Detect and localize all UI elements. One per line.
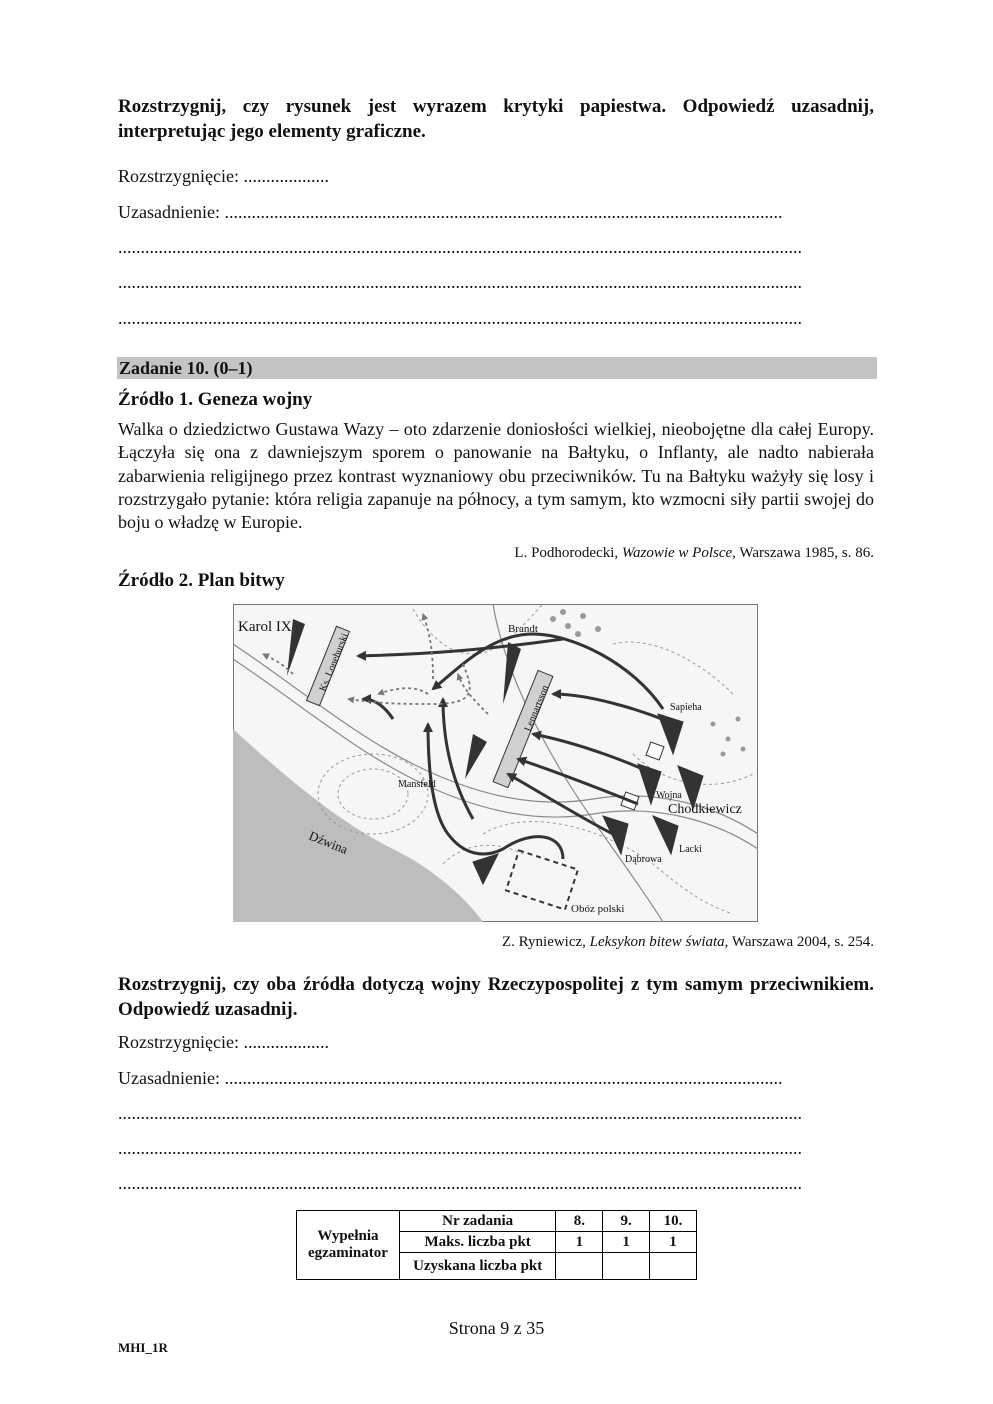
answer-line-10-3[interactable]: ........................................................................................................................................................ xyxy=(118,1173,802,1193)
answer-line-9-1[interactable]: ........................................................................................................................................................ xyxy=(118,237,802,257)
decision-line-10[interactable]: Rozstrzygnięcie: ................... xyxy=(118,1032,329,1052)
grading-max-8: 1 xyxy=(556,1232,603,1253)
label-dabrowa: Dąbrowa xyxy=(625,854,662,865)
grading-task-number-label: Nr zadania xyxy=(399,1211,556,1232)
answer-line-9-2[interactable]: ........................................................................................................................................................ xyxy=(118,272,802,292)
answer-line-9-3[interactable]: ........................................................................................................................................................ xyxy=(118,308,802,328)
question-9-prompt: Rozstrzygnij, czy rysunek jest wyrazem krytyki papiestwa. Odpowiedź uzasadnij, interpretując jego elementy graficzne. xyxy=(118,96,874,142)
label-sapieha: Sapieha xyxy=(670,702,702,713)
justification-line-9[interactable]: Uzasadnienie: ............................................................................................................................ xyxy=(118,202,783,222)
label-dzwina: Dźwina xyxy=(306,827,350,857)
grading-max-10: 1 xyxy=(650,1232,697,1253)
grading-obtained-10[interactable] xyxy=(650,1253,697,1280)
source-1-title: Źródło 1. Geneza wojny xyxy=(118,389,313,410)
question-10-prompt: Rozstrzygnij, czy oba źródła dotyczą wojny Rzeczypospolitej z tym samym przeciwnikiem. Odpowiedź uzasadnij. xyxy=(118,974,874,1020)
battle-map xyxy=(233,604,758,922)
label-mansfeld: Mansfeld xyxy=(398,779,436,790)
page-number: Strona 9 z 35 xyxy=(448,1318,545,1338)
source-2-citation: Z. Ryniewicz, Leksykon bitew świata, Warszawa 2004, s. 254. xyxy=(501,934,874,950)
grading-obtained-label: Uzyskana liczba pkt xyxy=(399,1253,556,1280)
label-karol: Karol IX xyxy=(238,619,292,635)
grading-task-9: 9. xyxy=(603,1211,650,1232)
grading-table xyxy=(296,1210,697,1280)
source-1-text: Walka o dziedzictwo Gustawa Wazy – oto zdarzenie doniosłości wielkiej, nieobojętne dla całej Europy. Łączyła się ona z dawniejszym sporem o panowanie na Bałtyku, o Inflanty, ale nadto nabierała zabarwienia religijnego przez kontrast wyznaniowy obu przeciwników. Tu na Bałtyku ważyły się losy i rozstrzygało pytanie: która religia zapanuje na północy, a tym samym, kto wzmocni siły partii swojej do boju o władzę w Europie. xyxy=(118,419,874,533)
grading-filled-by: Wypełnia egzaminator xyxy=(297,1211,400,1280)
source-2-title: Źródło 2. Plan bitwy xyxy=(118,570,285,591)
label-lennartsson: Lennartsson xyxy=(522,683,552,734)
answer-line-10-2[interactable]: ........................................................................................................................................................ xyxy=(118,1138,802,1158)
exam-code: MHI_1R xyxy=(118,1340,168,1355)
grading-task-8: 8. xyxy=(556,1211,603,1232)
task-10-header: Zadanie 10. (0–1) xyxy=(117,357,877,379)
label-chodkiewicz: Chodkiewicz xyxy=(668,802,742,817)
grading-task-10: 10. xyxy=(650,1211,697,1232)
answer-line-10-1[interactable]: ........................................................................................................................................................ xyxy=(118,1103,802,1123)
grading-max-points-label: Maks. liczba pkt xyxy=(399,1232,556,1253)
grading-obtained-9[interactable] xyxy=(603,1253,650,1280)
source-1-citation: L. Podhorodecki, Wazowie w Polsce, Warszawa 1985, s. 86. xyxy=(514,545,874,561)
label-lonehurski: Ks. Lonehurski xyxy=(317,631,351,694)
label-wojna: Wojna xyxy=(656,790,682,801)
decision-line-9[interactable]: Rozstrzygnięcie: ................... xyxy=(118,166,329,186)
grading-max-9: 1 xyxy=(603,1232,650,1253)
grading-obtained-8[interactable] xyxy=(556,1253,603,1280)
label-lacki: Lacki xyxy=(679,844,702,855)
label-oboz: Obóz polski xyxy=(571,903,625,915)
label-brandt: Brandt xyxy=(508,623,538,635)
justification-line-10[interactable]: Uzasadnienie: ............................................................................................................................ xyxy=(118,1068,783,1088)
